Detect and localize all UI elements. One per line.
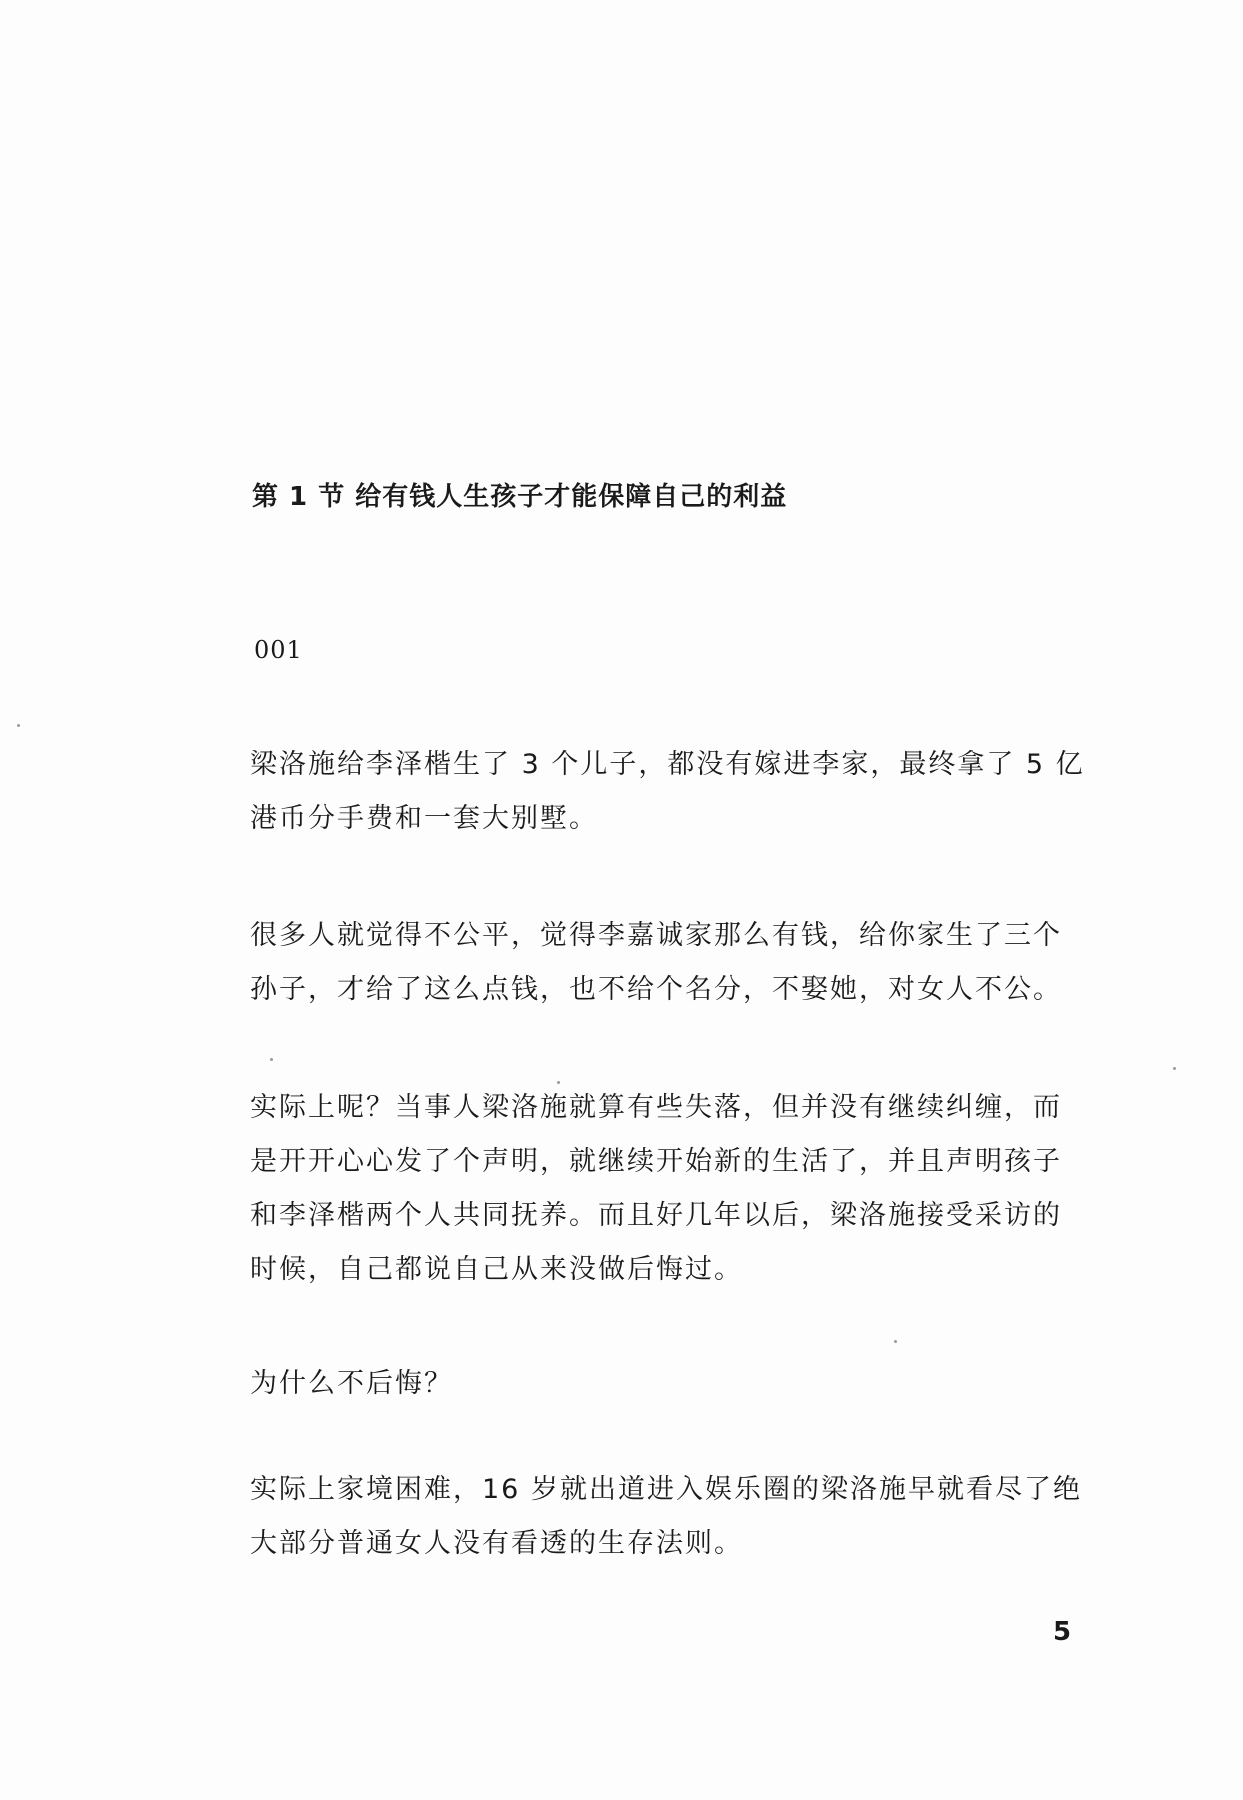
- scan-speck: [1173, 1067, 1176, 1070]
- paragraph-line: 为什么不后悔？: [250, 1368, 453, 1399]
- paragraph-line: 梁洛施给李泽楷生了 3 个儿子，都没有嫁进李家，最终拿了 5 亿: [250, 749, 1085, 780]
- paragraph-line: 时候，自己都说自己从来没做后悔过。: [250, 1254, 743, 1285]
- paragraph-line: 大部分普通女人没有看透的生存法则。: [250, 1528, 743, 1559]
- scan-speck: [894, 1340, 897, 1343]
- paragraph-line: 和李泽楷两个人共同抚养。而且好几年以后，梁洛施接受采访的: [250, 1200, 1062, 1231]
- paragraph-5: [250, 1463, 1080, 1571]
- paragraph-line: 实际上呢？当事人梁洛施就算有些失落，但并没有继续纠缠，而: [250, 1092, 1062, 1123]
- paragraph-line: 实际上家境困难，16 岁就出道进入娱乐圈的梁洛施早就看尽了绝: [250, 1474, 1082, 1505]
- scan-speck: [270, 1058, 273, 1061]
- paragraph-1: [250, 738, 1085, 846]
- paragraph-line: 孙子，才给了这么点钱，也不给个名分，不娶她，对女人不公。: [250, 974, 1062, 1005]
- page-number: 5: [1053, 1617, 1072, 1647]
- scan-speck: [17, 724, 20, 727]
- section-number: 001: [254, 636, 303, 664]
- paragraph-2: [250, 909, 1080, 1017]
- paragraph-line: 很多人就觉得不公平，觉得李嘉诚家那么有钱，给你家生了三个: [250, 920, 1062, 951]
- paragraph-line: 港币分手费和一套大别墅。: [250, 803, 598, 834]
- paragraph-4: [250, 1357, 1080, 1411]
- section-heading: 第 1 节 给有钱人生孩子才能保障自己的利益: [252, 482, 788, 512]
- scan-speck: [557, 1081, 560, 1084]
- paragraph-line: 是开开心心发了个声明，就继续开始新的生活了，并且声明孩子: [250, 1146, 1062, 1177]
- paragraph-3: [250, 1081, 1080, 1297]
